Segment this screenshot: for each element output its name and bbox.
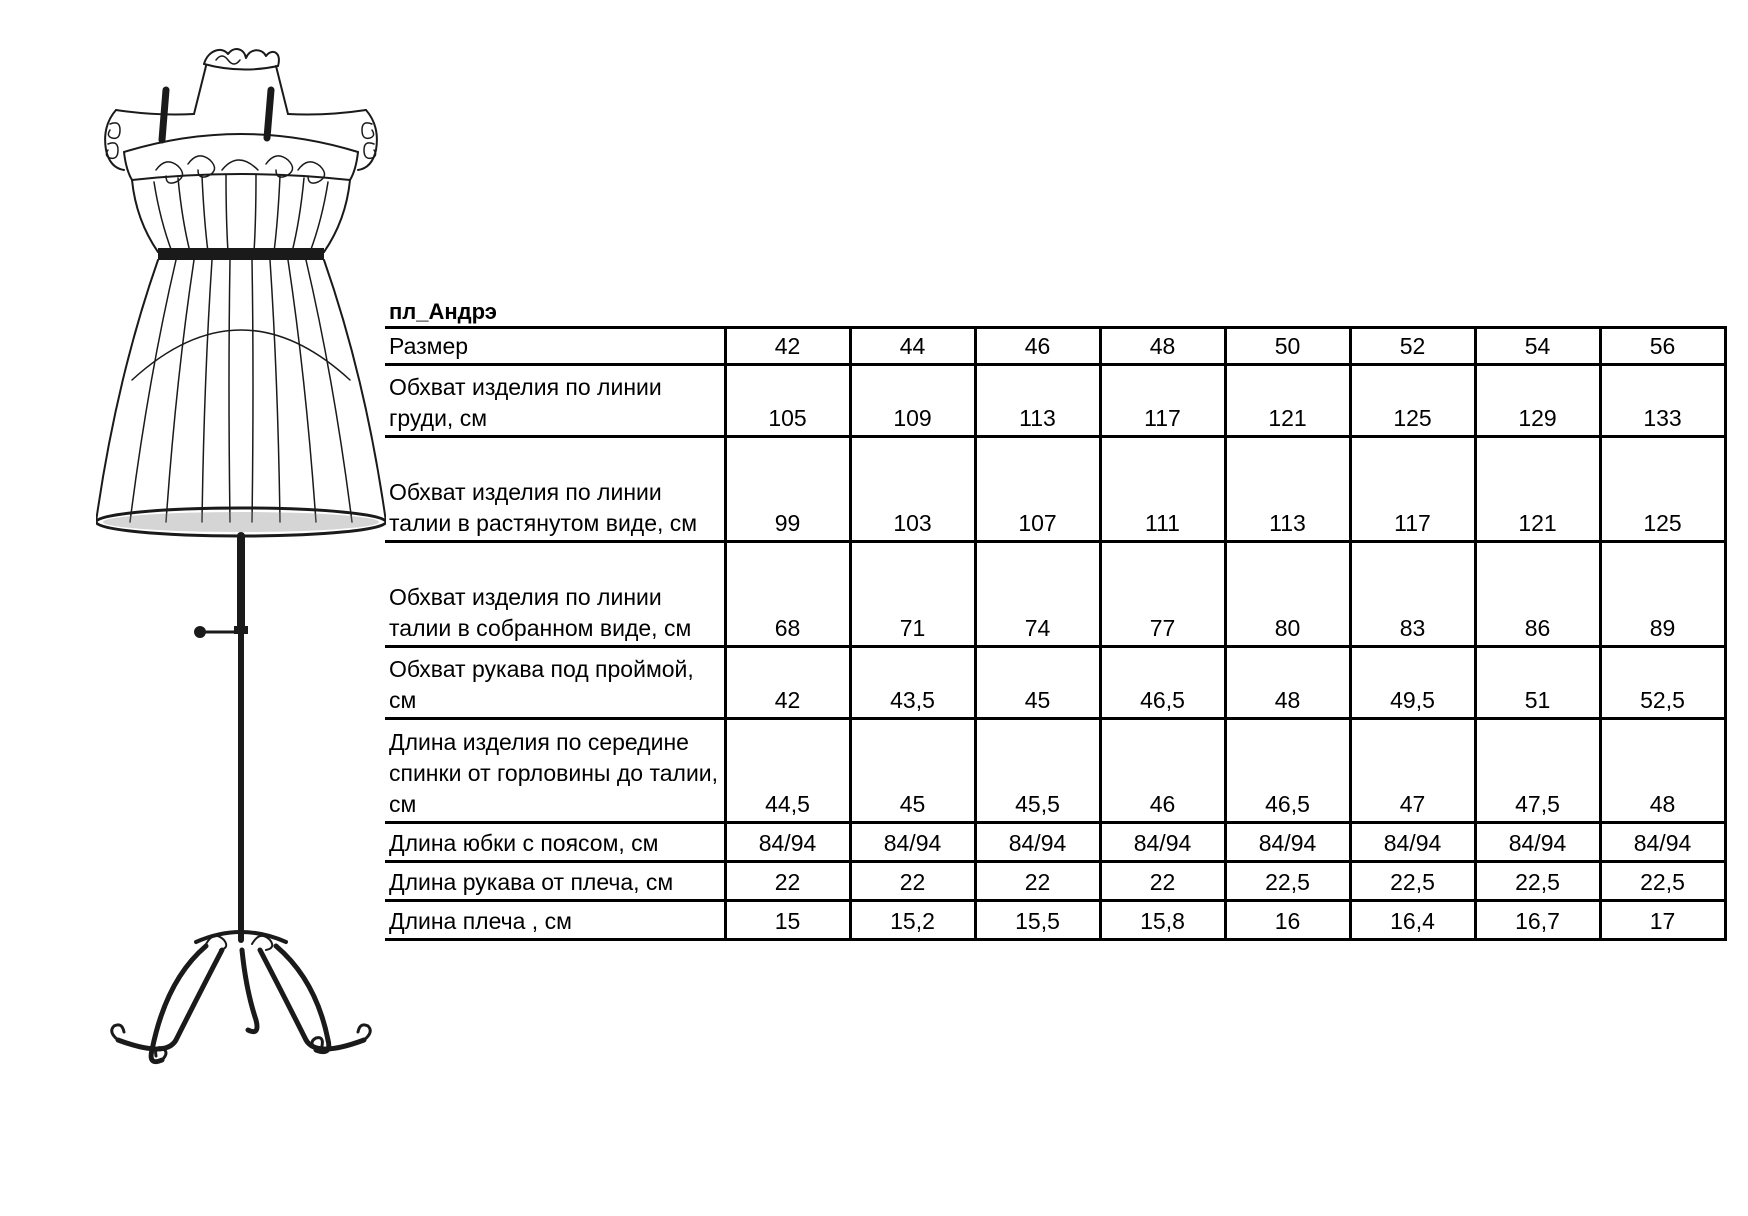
cell-value: 45 (975, 647, 1100, 719)
cell-value: 49,5 (1350, 647, 1475, 719)
cell-value: 45 (850, 719, 975, 823)
size-header: 46 (975, 328, 1100, 365)
cell-value: 129 (1475, 365, 1600, 437)
cell-value: 117 (1350, 437, 1475, 542)
size-header: 48 (1100, 328, 1225, 365)
cell-value: 22 (850, 862, 975, 901)
cell-value: 84/94 (1350, 823, 1475, 862)
cell-value: 22 (1100, 862, 1225, 901)
cell-value: 121 (1475, 437, 1600, 542)
size-header: 54 (1475, 328, 1600, 365)
table-row (385, 437, 1725, 542)
size-header: 42 (725, 328, 850, 365)
cell-value: 84/94 (725, 823, 850, 862)
cell-value: 22,5 (1350, 862, 1475, 901)
header-row (385, 328, 1725, 365)
table-row (385, 823, 1725, 862)
cell-value: 84/94 (975, 823, 1100, 862)
cell-value: 16,4 (1350, 901, 1475, 940)
cell-value: 80 (1225, 542, 1350, 647)
cell-value: 46 (1100, 719, 1225, 823)
row-label: Обхват изделия по линии груди, см (385, 365, 725, 437)
cell-value: 22,5 (1475, 862, 1600, 901)
row-label: Обхват изделия по линии талии в растянутом виде, см (385, 437, 725, 542)
cell-value: 83 (1350, 542, 1475, 647)
size-header: 44 (850, 328, 975, 365)
cell-value: 46,5 (1100, 647, 1225, 719)
cell-value: 16 (1225, 901, 1350, 940)
cell-value: 125 (1350, 365, 1475, 437)
row-label: Обхват изделия по линии талии в собранном виде, см (385, 542, 725, 647)
wire-dress-form-icon (96, 40, 386, 1190)
size-header: 52 (1350, 328, 1475, 365)
cell-value: 105 (725, 365, 850, 437)
cell-value: 117 (1100, 365, 1225, 437)
cell-value: 15 (725, 901, 850, 940)
cell-value: 89 (1600, 542, 1725, 647)
table-row (385, 862, 1725, 901)
cell-value: 52,5 (1600, 647, 1725, 719)
cell-value: 109 (850, 365, 975, 437)
size-table (385, 326, 1727, 941)
cell-value: 47,5 (1475, 719, 1600, 823)
row-label: Длина юбки с поясом, см (385, 823, 725, 862)
cell-value: 84/94 (1600, 823, 1725, 862)
cell-value: 84/94 (850, 823, 975, 862)
cell-value: 68 (725, 542, 850, 647)
cell-value: 47 (1350, 719, 1475, 823)
cell-value: 84/94 (1225, 823, 1350, 862)
cell-value: 84/94 (1100, 823, 1225, 862)
cell-value: 74 (975, 542, 1100, 647)
cell-value: 15,2 (850, 901, 975, 940)
cell-value: 43,5 (850, 647, 975, 719)
cell-value: 16,7 (1475, 901, 1600, 940)
table-row (385, 647, 1725, 719)
row-label: Длина изделия по середине спинки от горловины до талии, см (385, 719, 725, 823)
cell-value: 42 (725, 647, 850, 719)
cell-value: 107 (975, 437, 1100, 542)
cell-value: 84/94 (1475, 823, 1600, 862)
cell-value: 51 (1475, 647, 1600, 719)
cell-value: 48 (1225, 647, 1350, 719)
cell-value: 17 (1600, 901, 1725, 940)
chart-title: пл_Андрэ (389, 299, 497, 324)
header-label: Размер (385, 328, 725, 365)
cell-value: 22 (975, 862, 1100, 901)
cell-value: 15,5 (975, 901, 1100, 940)
cell-value: 15,8 (1100, 901, 1225, 940)
cell-value: 133 (1600, 365, 1725, 437)
table-row (385, 901, 1725, 940)
cell-value: 22,5 (1225, 862, 1350, 901)
cell-value: 44,5 (725, 719, 850, 823)
cell-value: 71 (850, 542, 975, 647)
cell-value: 45,5 (975, 719, 1100, 823)
size-chart (385, 298, 1725, 941)
size-header: 50 (1225, 328, 1350, 365)
table-row (385, 365, 1725, 437)
cell-value: 103 (850, 437, 975, 542)
cell-value: 121 (1225, 365, 1350, 437)
cell-value: 125 (1600, 437, 1725, 542)
table-row (385, 719, 1725, 823)
cell-value: 77 (1100, 542, 1225, 647)
cell-value: 22 (725, 862, 850, 901)
cell-value: 111 (1100, 437, 1225, 542)
row-label: Обхват рукава под проймой, см (385, 647, 725, 719)
cell-value: 86 (1475, 542, 1600, 647)
cell-value: 113 (975, 365, 1100, 437)
table-row (385, 542, 1725, 647)
cell-value: 99 (725, 437, 850, 542)
cell-value: 46,5 (1225, 719, 1350, 823)
size-header: 56 (1600, 328, 1725, 365)
cell-value: 48 (1600, 719, 1725, 823)
row-label: Длина рукава от плеча, см (385, 862, 725, 901)
cell-value: 113 (1225, 437, 1350, 542)
row-label: Длина плеча , см (385, 901, 725, 940)
cell-value: 22,5 (1600, 862, 1725, 901)
